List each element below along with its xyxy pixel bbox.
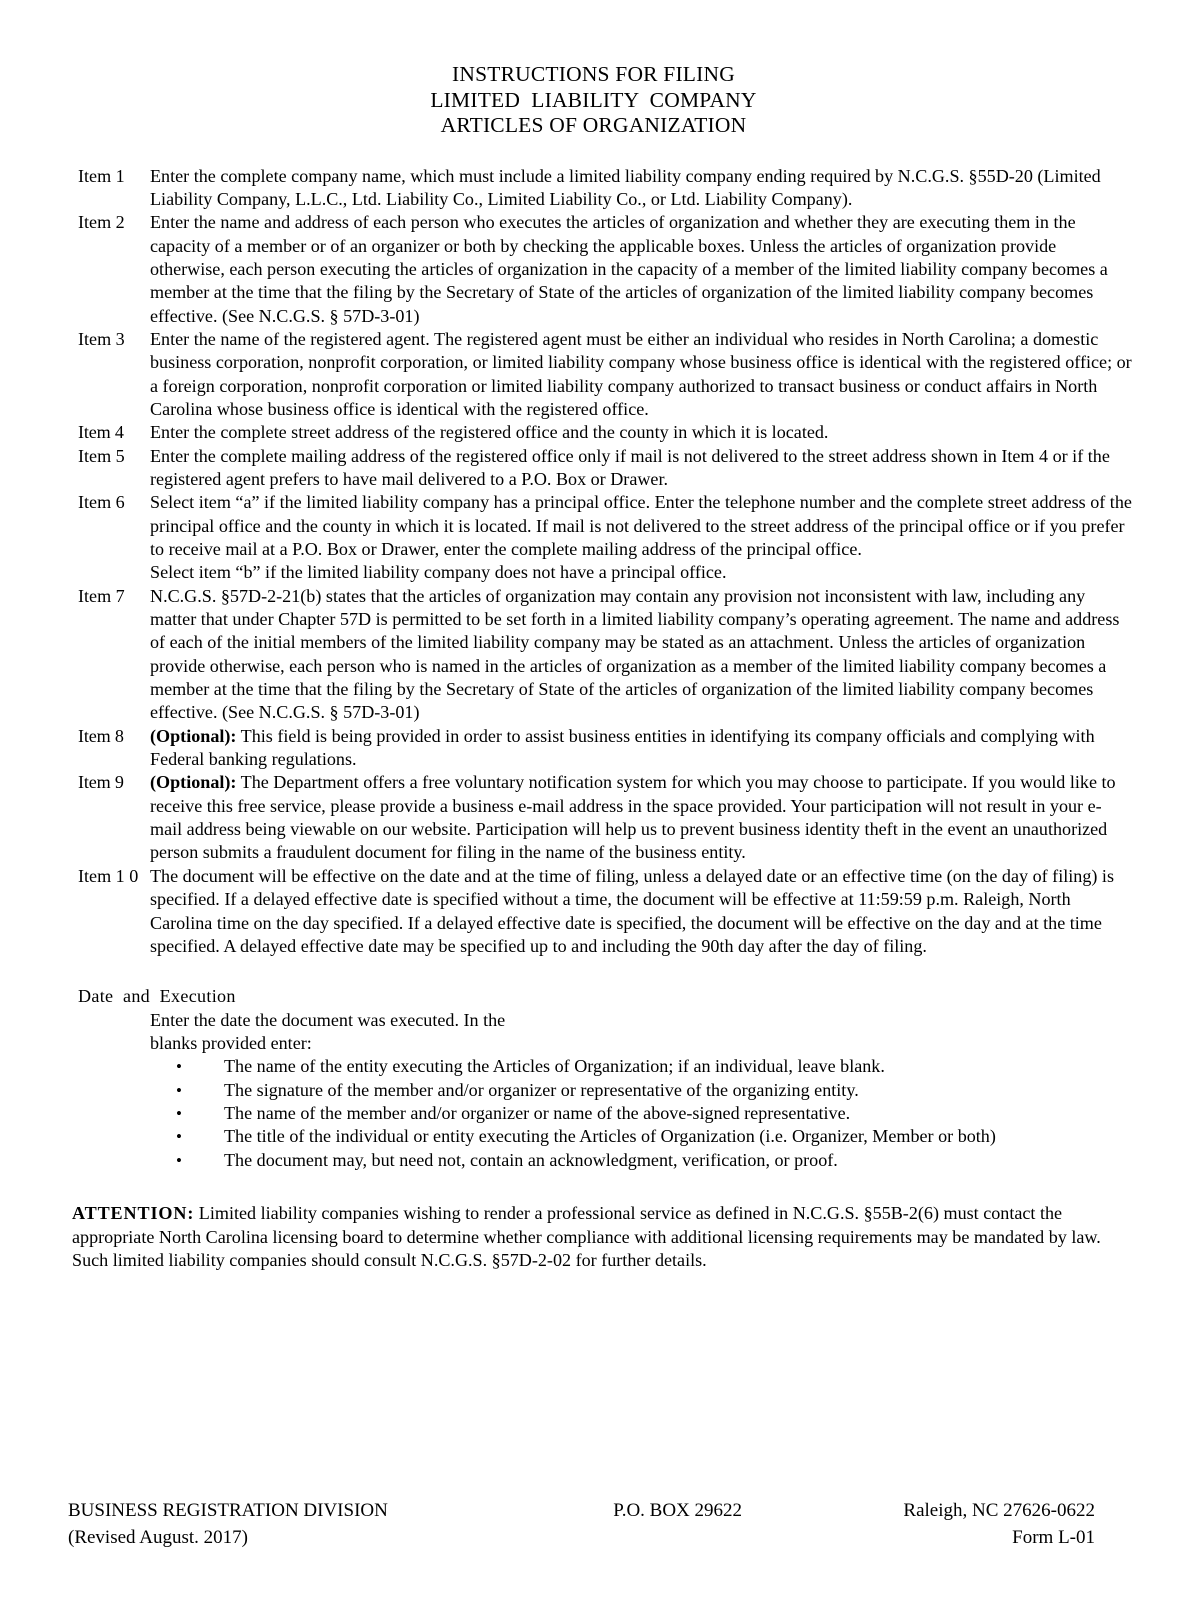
instruction-item-1: [78, 165, 1132, 212]
instruction-item-2: [78, 211, 1132, 328]
execution-bullet-list: [150, 1055, 1132, 1172]
item-paragraph: Enter the complete company name, which must include a limited liability company ending required by N.C.G.S. §55D-20 (Limited Liability Company, L.L.C., Ltd. Liability Co., Limited Liability Co., or Ltd. Liability Company).: [150, 165, 1101, 209]
item-body: [150, 491, 1132, 584]
instruction-item-8: [78, 725, 1132, 772]
list-item-label: The name of the member and/or organizer or name of the above-signed representative.: [224, 1102, 851, 1123]
item-paragraph: N.C.G.S. §57D-2-21(b) states that the articles of organization may contain any provision not inconsistent with law, including any matter that under Chapter 57D is permitted to be set forth in a limited liability company’s operating agreement. The name and address of each of the initial members of the limited liability company may be stated as an attachment. Unless the articles of organization provide otherwise, each person who is named in the articles of organization as a member of the limited liability company becomes a member at the time that the filing by the Secretary of State of the articles of organization of the limited liability company becomes effective. (See N.C.G.S. § 57D-3-01): [150, 585, 1120, 723]
attention-paragraph: [0, 1202, 1187, 1273]
list-item-label: The name of the entity executing the Articles of Organization; if an individual, leave blank.: [224, 1056, 885, 1077]
section-heading: Date and Execution: [78, 986, 236, 1007]
document-page: [0, 62, 1187, 1598]
optional-prefix: (Optional):: [150, 725, 237, 746]
bullet-icon: •: [176, 1150, 182, 1170]
item-paragraph: Enter the complete street address of the registered office and the county in which it is located.: [150, 422, 829, 443]
item-paragraph: Enter the complete mailing address of the registered office only if mail is not delivered to the street address shown in Item 4 or if the registered agent prefers to have mail delivered to a P.O. Box or Drawer.: [150, 445, 1110, 489]
footer-division: BUSINESS REGISTRATION DIVISION: [68, 1500, 388, 1521]
item-label: Item 6: [78, 492, 125, 513]
item-paragraph-text: The Department offers a free voluntary notification system for which you may choose to participate. If you would like to receive this free service, please provide a business e-mail address in the space provided. Your participation will not result in your e-mail address being viewable on our website. Participation will help us to prevent business identity theft in the event an unauthorized person submits a fraudulent document for filing in the name of the business entity.: [150, 772, 1116, 863]
item-label: Item 8: [78, 725, 124, 746]
item-body: [150, 585, 1132, 725]
item-paragraph-secondary: Select item “b” if the limited liability company does not have a principal office.: [150, 562, 727, 583]
section-intro-line-1: Enter the date the document was executed. In the: [150, 1009, 506, 1030]
item-paragraph: [150, 771, 1132, 864]
item-paragraph: The document will be effective on the date and at the time of filing, unless a delayed date or an effective time (on the day of filing) is specified. If a delayed effective date is specified without a time, the document will be effective at 11:59:59 p.m. Raleigh, North Carolina time on the day specified. If a delayed effective date is specified, the document will be effective on the day and at the time specified. A delayed effective date may be specified up to and including the 90th day after the day of filing.: [150, 865, 1114, 956]
item-label: Item 1 0: [78, 865, 139, 886]
instruction-item-9: [78, 771, 1132, 864]
bullet-icon: •: [176, 1127, 182, 1147]
document-title: [0, 62, 1187, 139]
item-body: [150, 328, 1132, 421]
item-paragraph-text: This field is being provided in order to assist business entities in identifying its company officials and complying with Federal banking regulations.: [150, 725, 1095, 770]
section-intro: [150, 1009, 1132, 1056]
item-body: [150, 445, 1132, 492]
instruction-item-4: [78, 421, 1132, 444]
title-line-3: ARTICLES OF ORGANIZATION: [440, 113, 747, 137]
instruction-item-3: [78, 328, 1132, 421]
item-label: Item 7: [78, 585, 125, 606]
item-body: [150, 165, 1132, 212]
item-label: Item 9: [78, 772, 124, 793]
list-item: [150, 1149, 1132, 1172]
instruction-item-7: [78, 585, 1132, 725]
page-footer: [0, 1498, 1187, 1550]
instruction-item-10: [78, 865, 1132, 958]
bullet-icon: •: [176, 1103, 182, 1123]
item-label: Item 1: [78, 165, 125, 186]
item-label: Item 5: [78, 445, 125, 466]
footer-row-top: [68, 1498, 1095, 1523]
bullet-icon: •: [176, 1057, 182, 1077]
footer-row-bottom: [68, 1525, 1095, 1550]
footer-po-box: P.O. BOX 29622: [613, 1500, 743, 1521]
attention-label: ATTENTION:: [72, 1202, 195, 1223]
section-intro-line-2: blanks provided enter:: [150, 1032, 312, 1053]
list-item: [150, 1055, 1132, 1078]
list-item-label: The title of the individual or entity executing the Articles of Organization (i.e. Organizer, Member or both): [224, 1126, 996, 1147]
item-body: [150, 211, 1132, 328]
instruction-item-5: [78, 445, 1132, 492]
attention-text: Limited liability companies wishing to render a professional service as defined in N.C.G.S. §55B-2(6) must contact the appropriate North Carolina licensing board to determine whether compliance with additional licensing requirements may be mandated by law. Such limited liability companies should consult N.C.G.S. §57D-2-02 for further details.: [72, 1202, 1101, 1271]
item-body: [150, 771, 1132, 864]
list-item-label: The signature of the member and/or organizer or representative of the organizing entity.: [224, 1079, 859, 1100]
footer-form-number: Form L-01: [1012, 1527, 1095, 1548]
instruction-item-6: [78, 491, 1132, 584]
item-label: Item 2: [78, 212, 125, 233]
list-item: [150, 1079, 1132, 1102]
item-paragraph: Select item “a” if the limited liability company has a principal office. Enter the telephone number and the complete street address of the principal office and the county in which it is located. If mail is not delivered to the street address of the principal office or if you prefer to receive mail at a P.O. Box or Drawer, enter the complete mailing address of the principal office.: [150, 492, 1132, 559]
list-item: [150, 1102, 1132, 1125]
item-label: Item 3: [78, 328, 125, 349]
bullet-icon: •: [176, 1080, 182, 1100]
item-paragraph: Enter the name of the registered agent. The registered agent must be either an individual who resides in North Carolina; a domestic business corporation, nonprofit corporation, or limited liability company whose business office is identical with the registered office; or a foreign corporation, nonprofit corporation or limited liability company authorized to transact business or conduct affairs in North Carolina whose business office is identical with the registered office.: [150, 328, 1132, 419]
footer-city-state-zip: Raleigh, NC 27626-0622: [903, 1500, 1095, 1521]
item-label: Item 4: [78, 422, 124, 443]
item-paragraph: [150, 725, 1132, 772]
title-line-1: INSTRUCTIONS FOR FILING: [452, 62, 735, 86]
footer-revised-date: (Revised August. 2017): [68, 1527, 248, 1548]
date-and-execution-section: [0, 985, 1187, 1172]
list-item: [150, 1125, 1132, 1148]
list-item-label: The document may, but need not, contain an acknowledgment, verification, or proof.: [224, 1149, 838, 1170]
item-body: [150, 865, 1132, 958]
optional-prefix: (Optional):: [150, 772, 237, 793]
instruction-items-list: [0, 165, 1187, 959]
item-body: [150, 725, 1132, 772]
item-paragraph: Enter the name and address of each person who executes the articles of organization and whether they are executing them in the capacity of a member or of an organizer or both by checking the applicable boxes. Unless the articles of organization provide otherwise, each person executing the articles of organization in the capacity of a member of the limited liability company becomes a member at the time that the filing by the Secretary of State of the articles of organization of the limited liability company becomes effective. (See N.C.G.S. § 57D-3-01): [150, 212, 1108, 326]
title-line-2: LIMITED LIABILITY COMPANY: [430, 87, 757, 112]
item-body: [150, 421, 1132, 444]
